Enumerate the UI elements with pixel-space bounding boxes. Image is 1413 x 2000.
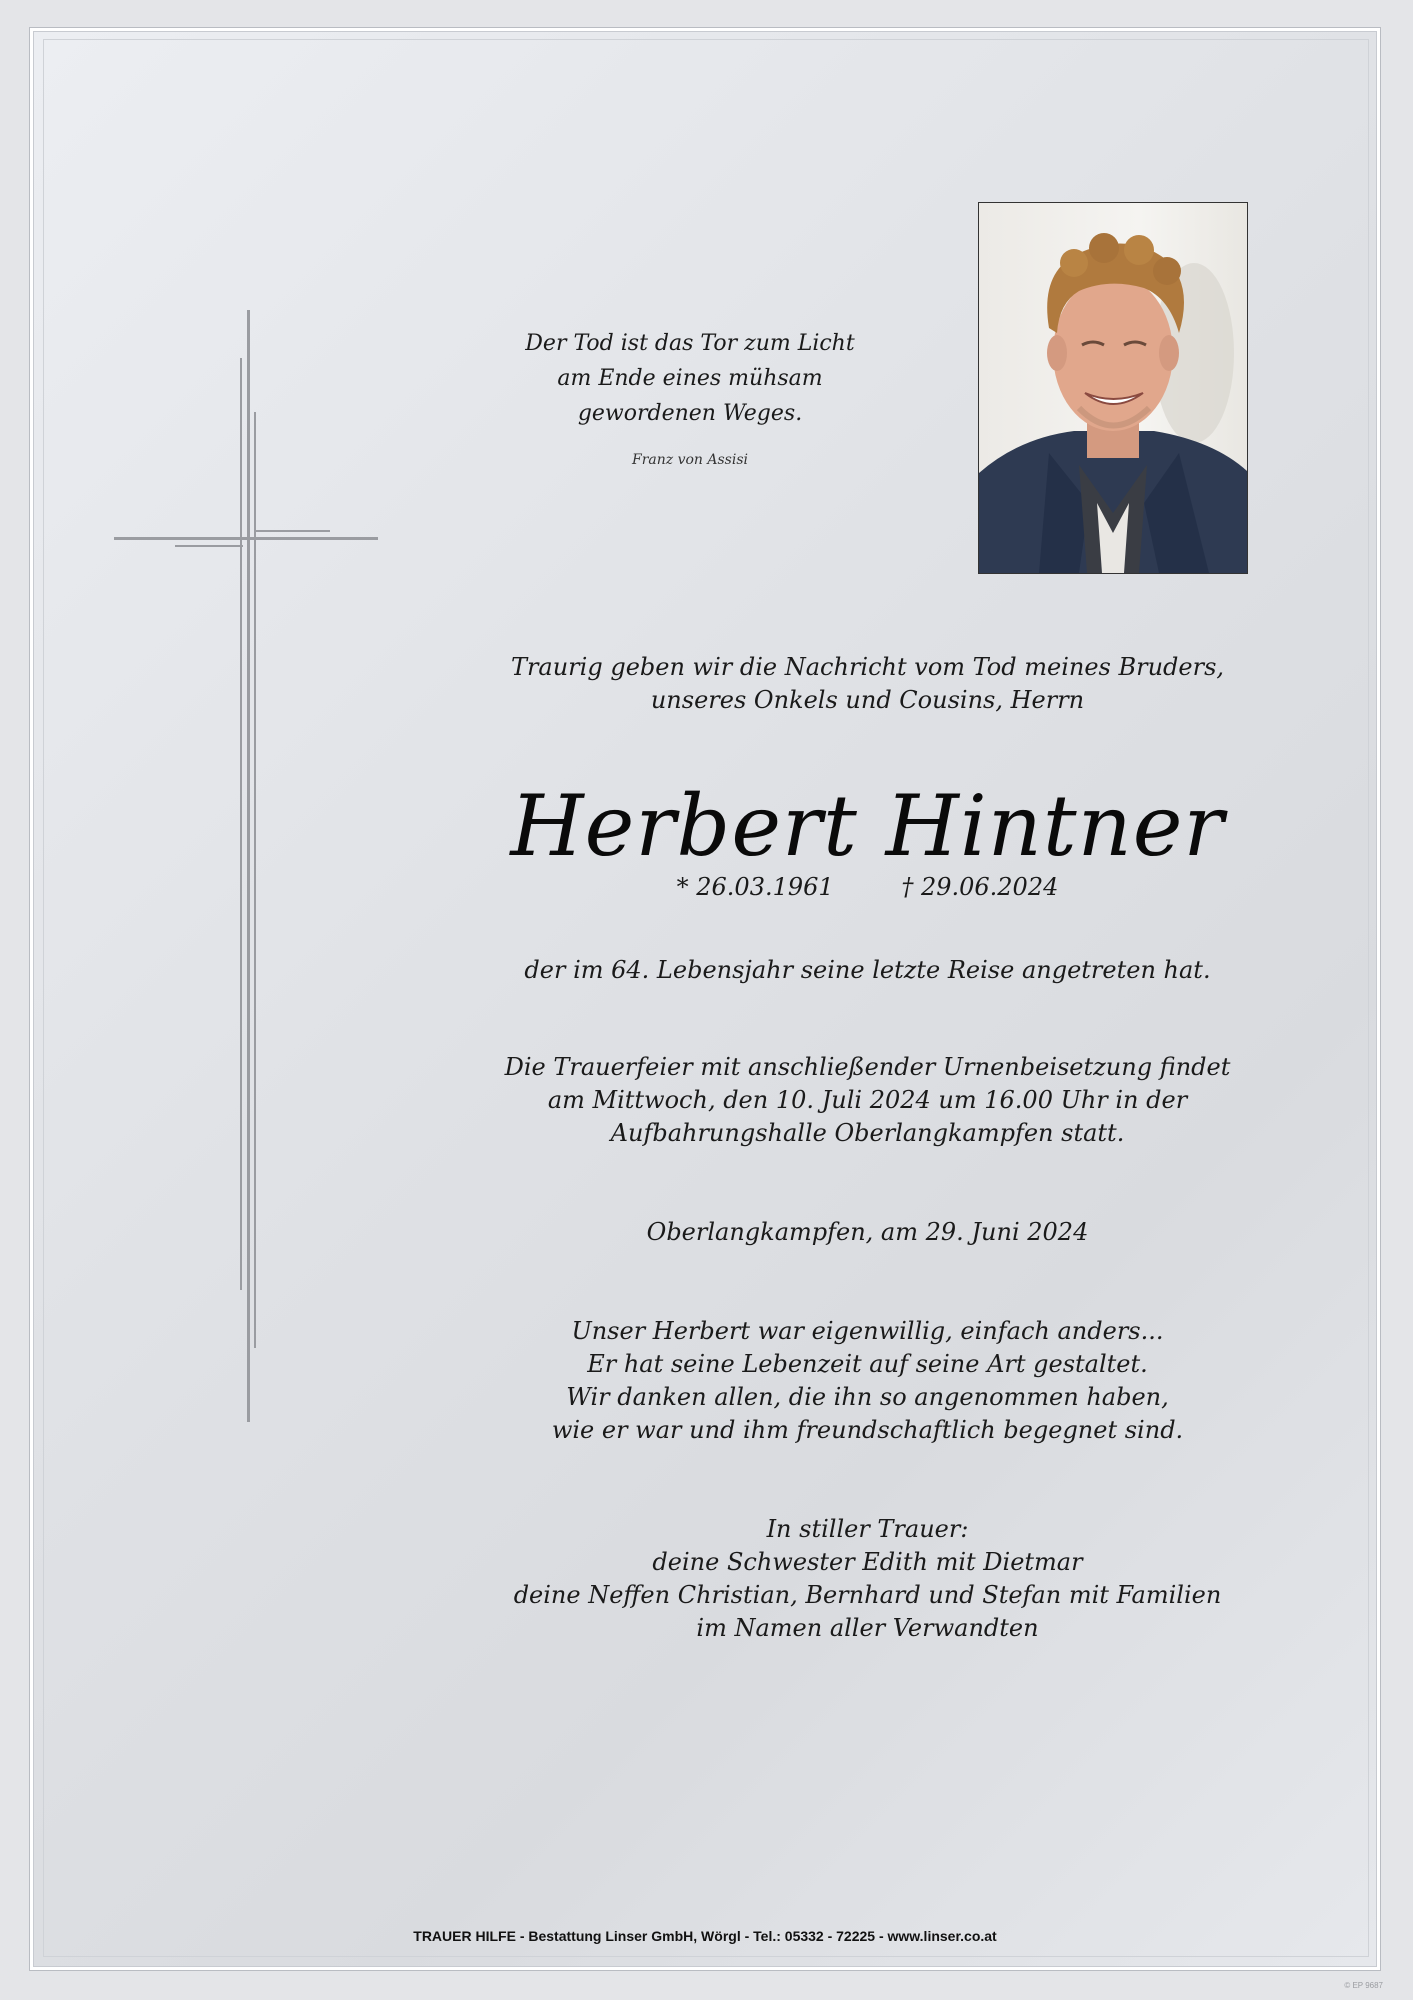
document-code: © EP 9687: [1344, 1981, 1383, 1990]
tribute-line: wie er war und ihm freundschaftlich begegnet sind.: [551, 1416, 1184, 1444]
quote-author: Franz von Assisi: [631, 452, 749, 468]
deceased-name: Herbert Hintner: [510, 777, 1225, 875]
cross-icon: [114, 310, 378, 1422]
funeral-home-footer: TRAUER HILFE - Bestattung Linser GmbH, Wörgl - Tel.: 05332 - 72225 - www.linser.co.at: [413, 1928, 997, 1944]
place-date: Oberlangkampfen, am 29. Juni 2024: [646, 1218, 1089, 1246]
ceremony-line: Aufbahrungshalle Oberlangkampfen statt.: [610, 1119, 1125, 1147]
mourners-line: deine Neffen Christian, Bernhard und Stefan mit Familien: [513, 1581, 1222, 1609]
announcement-line: Traurig geben wir die Nachricht vom Tod meines Bruders,: [510, 653, 1225, 681]
tribute: [500, 1315, 1235, 1447]
ceremony-line: am Mittwoch, den 10. Juli 2024 um 16.00 Uhr in der: [547, 1086, 1188, 1114]
death-date: † 29.06.2024: [901, 873, 1059, 901]
tribute-line: Unser Herbert war eigenwillig, einfach anders...: [571, 1317, 1164, 1345]
quote-line: Der Tod ist das Tor zum Licht: [525, 331, 855, 356]
life-dates: [500, 873, 1235, 901]
mourners-line: im Namen aller Verwandten: [696, 1614, 1039, 1642]
quote: [480, 326, 900, 431]
tribute-line: Er hat seine Lebenzeit auf seine Art gestaltet.: [587, 1350, 1148, 1378]
age-line: der im 64. Lebensjahr seine letzte Reise angetreten hat.: [524, 956, 1211, 984]
birth-date: * 26.03.1961: [676, 873, 834, 901]
announcement-line: unseres Onkels und Cousins, Herrn: [650, 686, 1085, 714]
mourners: [500, 1513, 1235, 1645]
ceremony-info: [500, 1051, 1235, 1150]
quote-line: am Ende eines mühsam: [557, 366, 823, 391]
quote-line: gewordenen Weges.: [577, 401, 803, 426]
mourners-line: In stiller Trauer:: [766, 1515, 969, 1543]
mourners-line: deine Schwester Edith mit Dietmar: [652, 1548, 1083, 1576]
portrait-photo: [978, 202, 1248, 574]
tribute-line: Wir danken allen, die ihn so angenommen haben,: [566, 1383, 1169, 1411]
announcement: [500, 651, 1235, 717]
ceremony-line: Die Trauerfeier mit anschließender Urnenbeisetzung findet: [504, 1053, 1231, 1081]
